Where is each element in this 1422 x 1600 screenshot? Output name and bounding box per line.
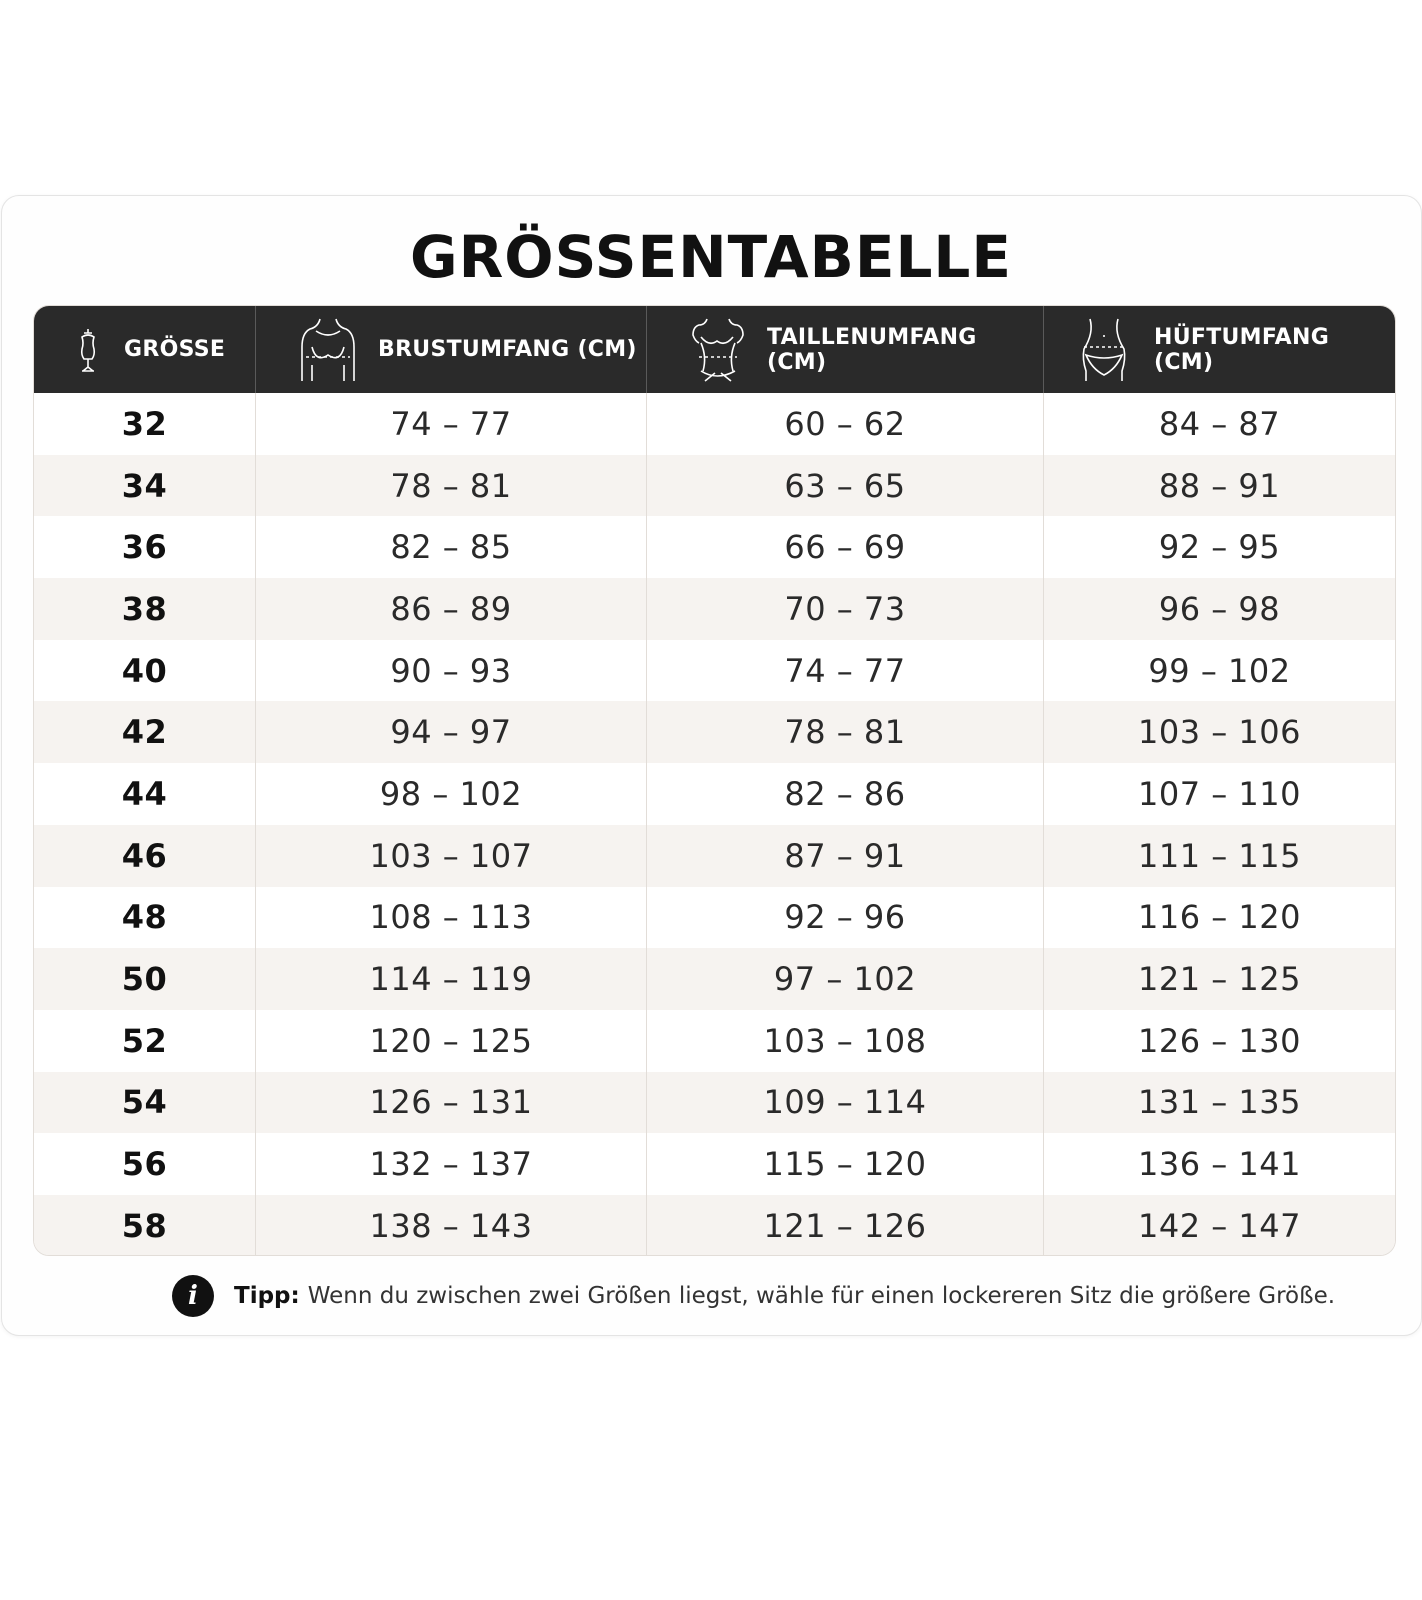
waist-cell: 115 – 120 (646, 1133, 1043, 1195)
waist-cell: 78 – 81 (646, 701, 1043, 763)
hip-cell: 99 – 102 (1043, 640, 1395, 702)
bust-cell: 114 – 119 (255, 948, 646, 1010)
bust-cell: 132 – 137 (255, 1133, 646, 1195)
waist-cell: 87 – 91 (646, 825, 1043, 887)
size-table (33, 305, 1396, 1256)
column-header-bust-label: BRUSTUMFANG (CM) (378, 337, 637, 362)
waist-cell: 97 – 102 (646, 948, 1043, 1010)
waist-measure-icon (691, 317, 745, 383)
hip-cell: 107 – 110 (1043, 763, 1395, 825)
table-row (34, 1133, 1395, 1195)
column-header-waist-label: TAILLENUMFANG (CM) (767, 324, 977, 375)
table-header (34, 306, 1395, 393)
bust-cell: 94 – 97 (255, 701, 646, 763)
bust-cell: 126 – 131 (255, 1072, 646, 1134)
hip-cell: 131 – 135 (1043, 1072, 1395, 1134)
bust-cell: 98 – 102 (255, 763, 646, 825)
column-header-bust (255, 306, 646, 393)
size-cell: 38 (121, 589, 168, 628)
hip-cell: 84 – 87 (1043, 393, 1395, 455)
waist-cell: 103 – 108 (646, 1010, 1043, 1072)
column-header-hip (1043, 306, 1395, 393)
hip-cell: 121 – 125 (1043, 948, 1395, 1010)
size-cell: 54 (121, 1083, 168, 1122)
waist-cell: 92 – 96 (646, 887, 1043, 949)
table-body (34, 393, 1395, 1256)
bust-cell: 74 – 77 (255, 393, 646, 455)
waist-cell: 109 – 114 (646, 1072, 1043, 1134)
page-title: GRÖSSENTABELLE (410, 223, 1012, 291)
tip-label: Tipp: (234, 1283, 300, 1309)
waist-cell: 70 – 73 (646, 578, 1043, 640)
table-row (34, 763, 1395, 825)
hip-cell: 96 – 98 (1043, 578, 1395, 640)
table-row (34, 1072, 1395, 1134)
column-header-size (34, 306, 255, 393)
table-row (34, 516, 1395, 578)
bust-cell: 138 – 143 (255, 1195, 646, 1256)
waist-cell: 82 – 86 (646, 763, 1043, 825)
table-row (34, 887, 1395, 949)
bust-cell: 86 – 89 (255, 578, 646, 640)
hip-cell: 136 – 141 (1043, 1133, 1395, 1195)
table-row (34, 948, 1395, 1010)
waist-cell: 60 – 62 (646, 393, 1043, 455)
size-cell: 56 (121, 1145, 168, 1184)
dress-form-icon (78, 327, 98, 373)
hip-cell: 103 – 106 (1043, 701, 1395, 763)
hip-measure-icon (1080, 317, 1128, 383)
table-row (34, 1010, 1395, 1072)
column-header-hip-label: HÜFTUMFANG (CM) (1154, 324, 1330, 375)
size-cell: 52 (121, 1021, 168, 1060)
waist-cell: 74 – 77 (646, 640, 1043, 702)
bust-measure-icon (300, 317, 356, 383)
size-cell: 36 (121, 528, 168, 567)
size-cell: 40 (121, 651, 168, 690)
bust-cell: 90 – 93 (255, 640, 646, 702)
size-cell: 42 (121, 713, 168, 752)
tip-note (172, 1274, 1335, 1318)
hip-cell: 92 – 95 (1043, 516, 1395, 578)
waist-cell: 66 – 69 (646, 516, 1043, 578)
size-cell: 50 (121, 960, 168, 999)
hip-cell: 126 – 130 (1043, 1010, 1395, 1072)
table-row (34, 1195, 1395, 1256)
size-cell: 44 (121, 774, 168, 813)
bust-cell: 82 – 85 (255, 516, 646, 578)
size-cell: 48 (121, 898, 168, 937)
table-row (34, 578, 1395, 640)
bust-cell: 120 – 125 (255, 1010, 646, 1072)
tip-text: Wenn du zwischen zwei Größen liegst, wähle für einen lockereren Sitz die größere Größe. (307, 1283, 1336, 1309)
bust-cell: 108 – 113 (255, 887, 646, 949)
hip-cell: 142 – 147 (1043, 1195, 1395, 1256)
table-row (34, 455, 1395, 517)
bust-cell: 103 – 107 (255, 825, 646, 887)
table-row (34, 393, 1395, 455)
waist-cell: 63 – 65 (646, 455, 1043, 517)
info-icon: i (172, 1275, 214, 1317)
hip-cell: 116 – 120 (1043, 887, 1395, 949)
size-cell: 46 (121, 836, 168, 875)
size-cell: 58 (121, 1206, 168, 1245)
table-row (34, 640, 1395, 702)
hip-cell: 111 – 115 (1043, 825, 1395, 887)
bust-cell: 78 – 81 (255, 455, 646, 517)
waist-cell: 121 – 126 (646, 1195, 1043, 1256)
hip-cell: 88 – 91 (1043, 455, 1395, 517)
size-cell: 32 (121, 404, 168, 443)
table-row (34, 825, 1395, 887)
column-header-waist (646, 306, 1043, 393)
table-row (34, 701, 1395, 763)
size-cell: 34 (121, 466, 168, 505)
column-header-size-label: GRÖSSE (124, 337, 226, 362)
